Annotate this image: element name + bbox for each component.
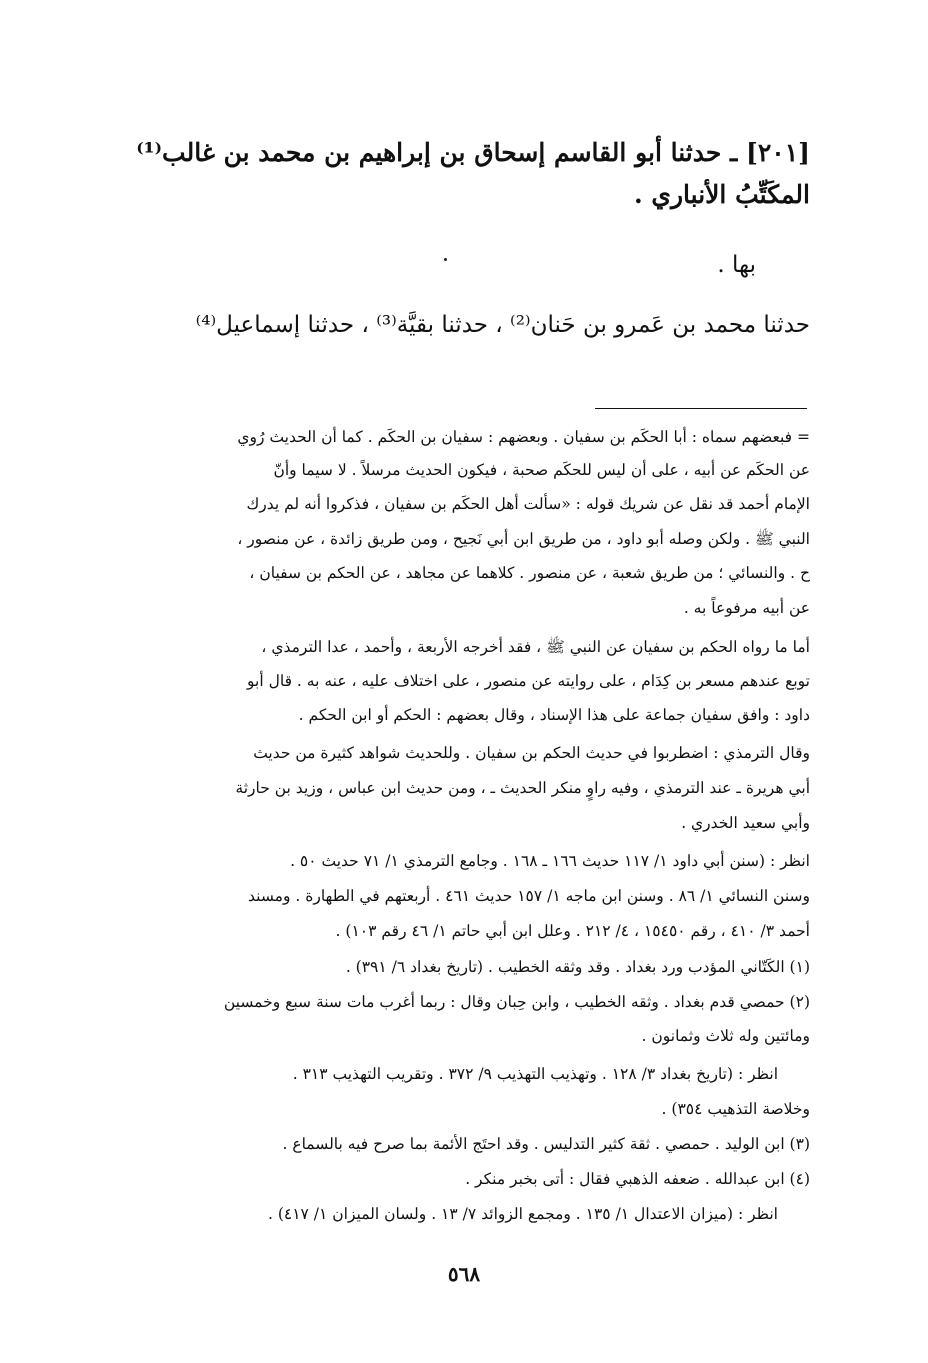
footnote-line: أما ما رواه الحكم بن سفيان عن النبي ﷺ ، فقد أخرجه الأربعة ، وأحمد ، عدا الترمذي ، <box>261 638 810 656</box>
footnote-line: أحمد ٣/ ٤١٠ ، رقم ١٥٤٥٠ ، ٤/ ٢١٢ . وعلل ابن أبي حاتم ١/ ٤٦ رقم ١٠٣) . <box>335 922 810 940</box>
stray-mark <box>444 258 447 261</box>
footnote-line: وقال الترمذي : اضطربوا في حديث الحكم بن سفيان . وللحديث شواهد كثيرة من حديث <box>253 744 810 762</box>
footnote-separator <box>595 408 807 409</box>
footnote-line: ح . والنسائي ؛ من طريق شعبة ، عن منصور . كلاهما عن مجاهد ، عن الحكم بن سفيان ، <box>249 564 810 582</box>
hadith-heading-line-2: المكَتِّبُ الأنباري . <box>634 180 810 209</box>
footnote-line: وسنن النسائي ١/ ٨٦ . وسنن ابن ماجه ١/ ١٥٧ حديث ٤٦١ . أربعتهم في الطهارة . ومسند <box>248 887 810 905</box>
body-text-line-2: حدثنا محمد بن عَمرو بن حَنان⁽²⁾ ، حدثنا بقيَّة⁽³⁾ ، حدثنا إسماعيل⁽⁴⁾ <box>195 312 810 338</box>
footnote-line: عن أبيه مرفوعاً به . <box>683 599 810 617</box>
page-number: ٥٦٨ <box>447 1262 481 1286</box>
footnote-line: الإمام أحمد قد نقل عن شريك قوله : «سألت أهل الحكَم بن سفيان ، فذكروا أنه لم يدرك <box>246 495 810 513</box>
footnote-line: عن الحكَم عن أبيه ، على أن ليس للحكَم صحبة ، فيكون الحديث مرسلاً . لا سيما وأنّ <box>273 461 810 479</box>
footnote-line: وخلاصة التذهيب ٣٥٤) . <box>661 1100 810 1118</box>
footnote-line: ومائتين وله ثلاث وثمانون . <box>641 1027 810 1045</box>
footnote-line: النبي ﷺ . ولكن وصله أبو داود ، من طريق ابن أبي نَجيح ، ومن طريق زائدة ، عن منصور ، <box>237 530 810 548</box>
footnote-line: = فبعضهم سماه : أبا الحكَم بن سفيان . وبعضهم : سفيان بن الحكَم . كما أن الحديث رُوي <box>237 428 810 446</box>
footnote-line: انظر : (ميزان الاعتدال ١/ ١٣٥ . ومجمع الزوائد ٧/ ١٣ . ولسان الميزان ١/ ٤١٧) . <box>267 1205 778 1223</box>
footnote-2: (٢) حمصي قدم بغداد . وثقه الخطيب ، وابن حِبان وقال : ربما أغرب مات سنة سبع وخمسين <box>223 993 810 1011</box>
footnote-line: داود : وافق سفيان جماعة على هذا الإسناد ، وقال بعضهم : الحكم أو ابن الحكم . <box>298 706 810 724</box>
footnote-3: (٣) ابن الوليد . حمصي . ثقة كثير التدليس . وقد احتَج الأئمة بما صرح فيه بالسماع . <box>282 1135 810 1153</box>
body-text-line-1: بها . <box>717 252 756 278</box>
footnote-line: وأبي سعيد الخدري . <box>681 814 810 832</box>
footnote-line: أبي هريرة ـ عند الترمذي ، وفيه راوٍ منكر الحديث ـ ، ومن حديث ابن عباس ، وزيد بن حارثة <box>235 779 810 797</box>
footnote-line: انظر : (سنن أبي داود ١/ ١١٧ حديث ١٦٦ ـ ١٦٨ . وجامع الترمذي ١/ ٧١ حديث ٥٠ . <box>290 852 810 870</box>
footnote-1: (١) الكَتّاني المؤدب ورد بغداد . وقد وثقه الخطيب . (تاريخ بغداد ٦/ ٣٩١) . <box>345 958 810 976</box>
footnote-line: توبع عندهم مسعر بن كِدَام ، على روايته عن منصور ، على اختلاف عليه ، عنه به . قال أبو <box>247 672 810 690</box>
footnote-4: (٤) ابن عبدالله . ضعفه الذهبي فقال : أتى بخبر منكر . <box>465 1170 810 1188</box>
hadith-heading-line-1: [٢٠١] ـ حدثنا أبو القاسم إسحاق بن إبراهيم بن محمد بن غالب⁽¹⁾ <box>136 138 810 167</box>
footnote-line: انظر : (تاريخ بغداد ٣/ ١٢٨ . وتهذيب التهذيب ٩/ ٣٧٢ . وتقريب التهذيب ٣١٣ . <box>292 1065 778 1083</box>
